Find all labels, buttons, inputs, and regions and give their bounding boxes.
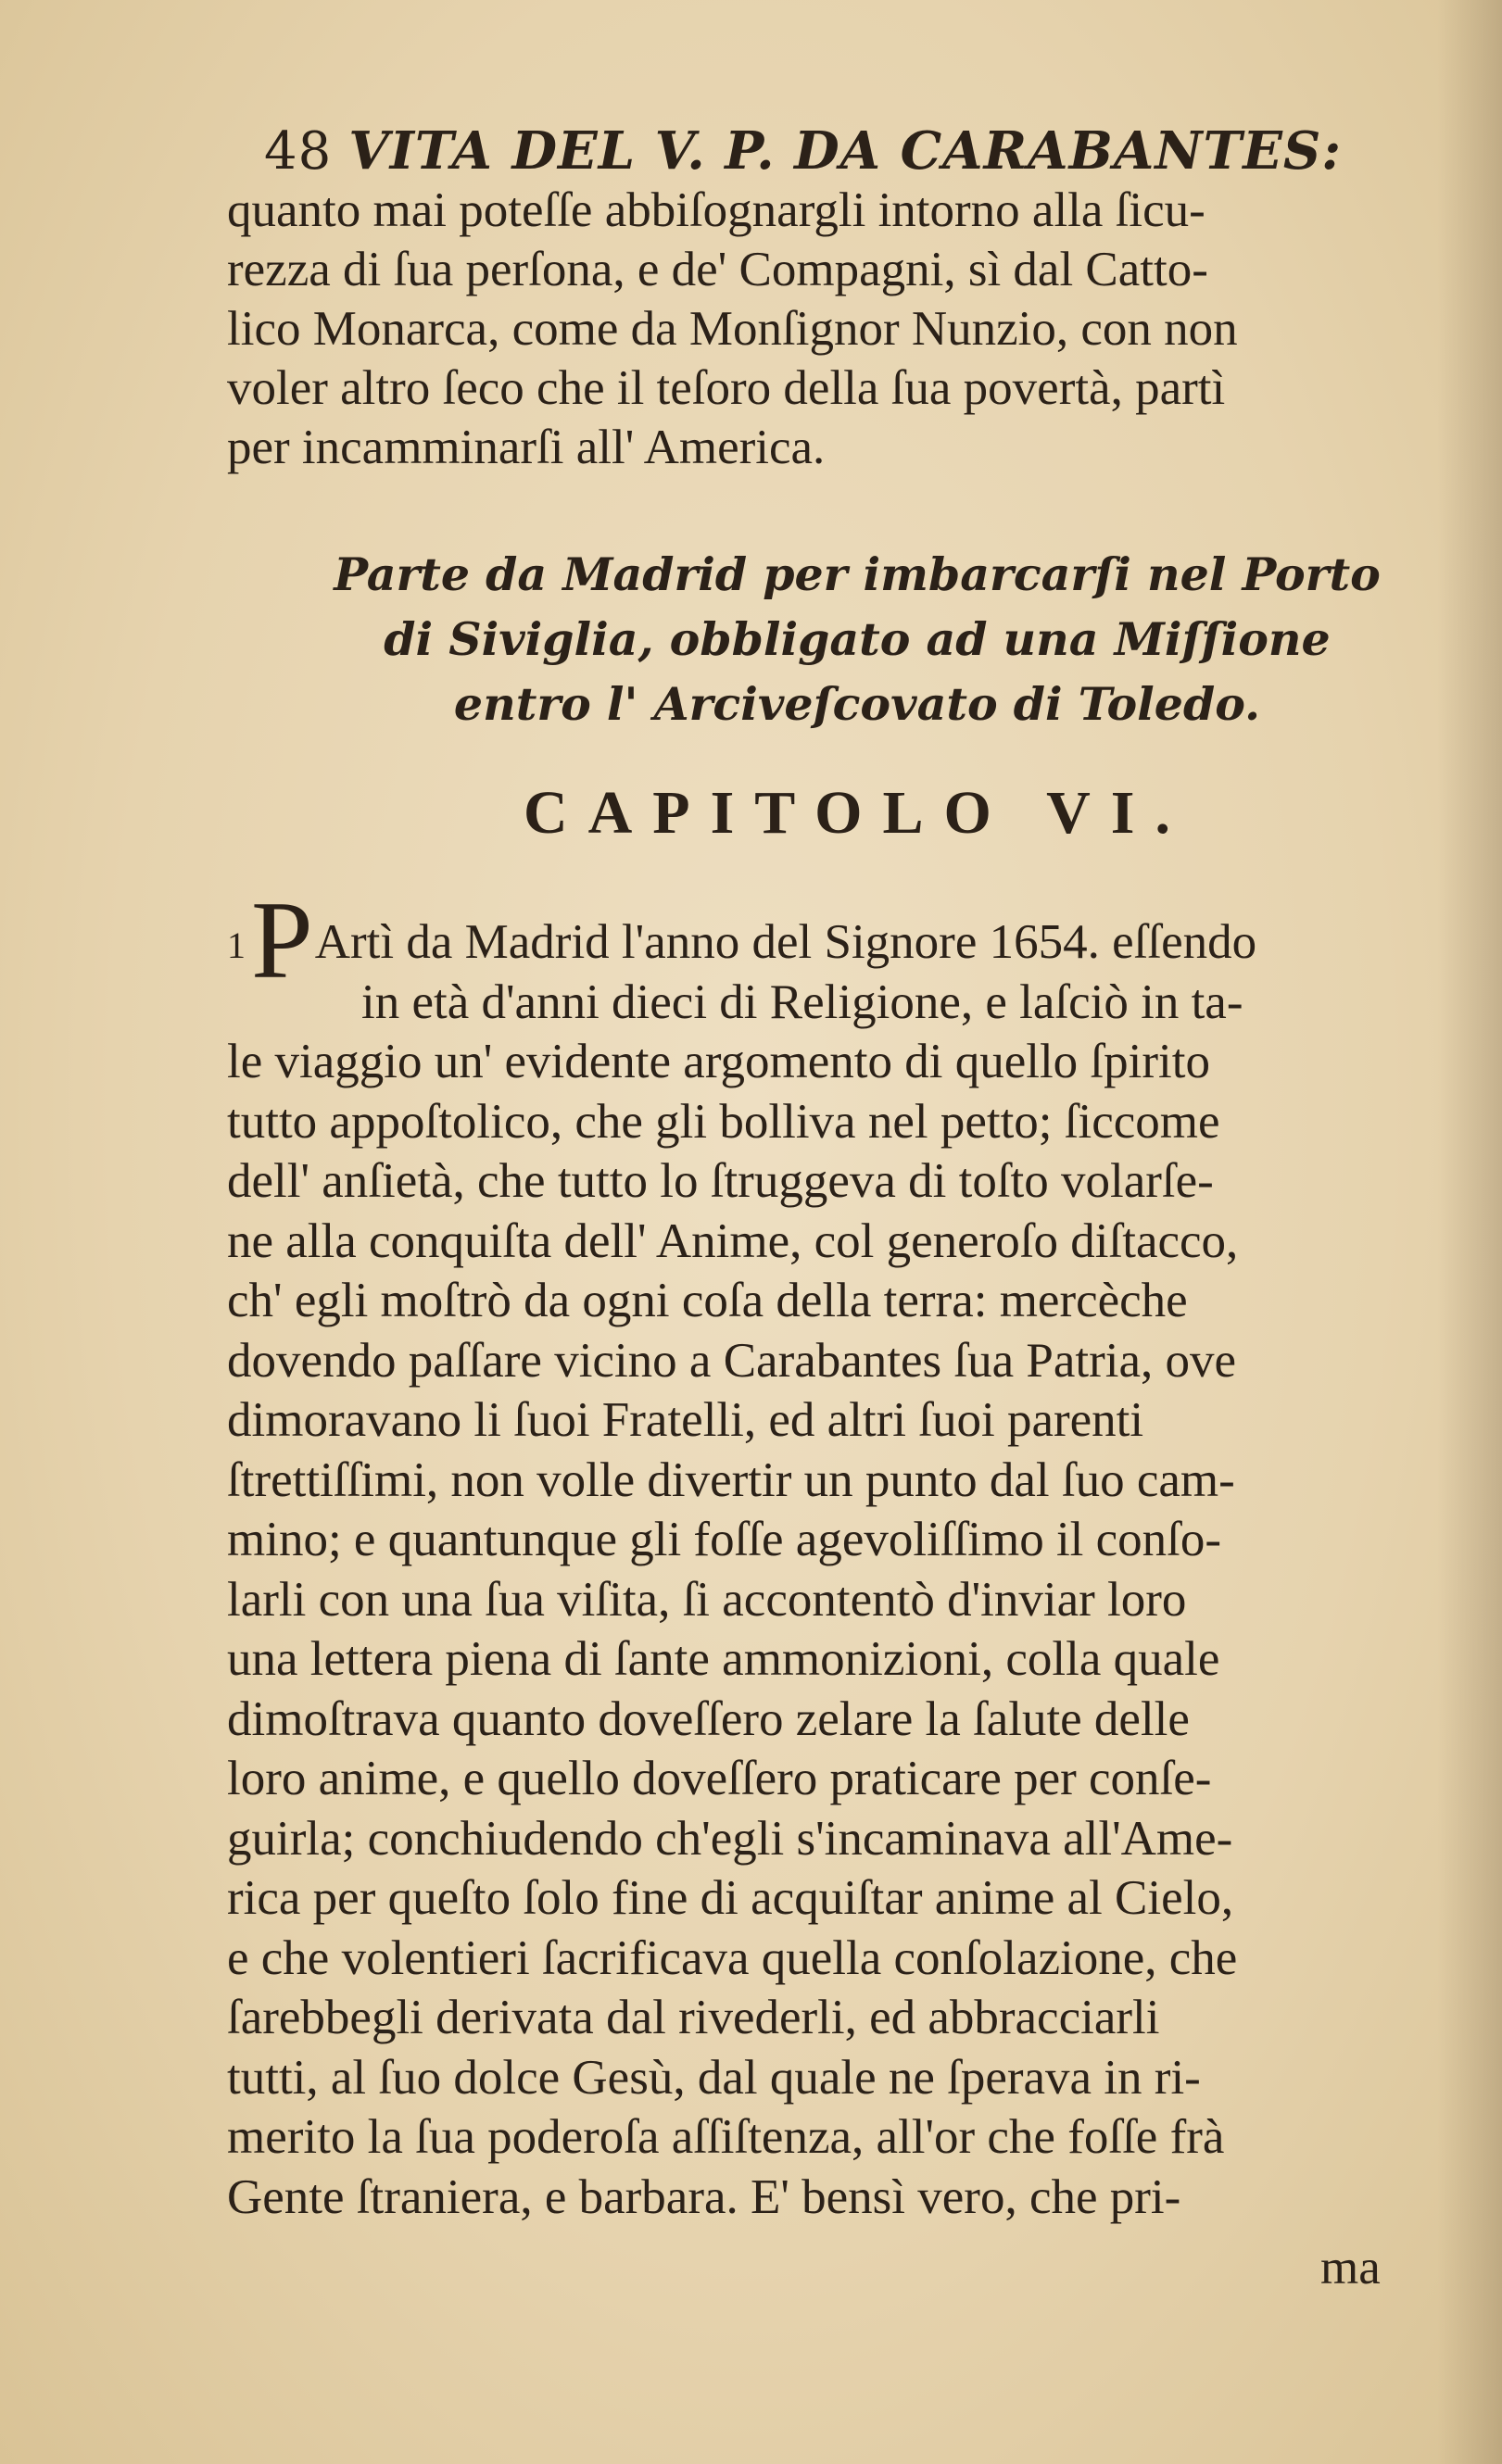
text-line: tutti, al ſuo dolce Gesù, dal quale ne ſperava in ri- (227, 2050, 1201, 2105)
text-line: rezza di ſua perſona, e de' Compagni, sì dal Catto- (227, 243, 1208, 296)
text-line: una lettera piena di ſante ammonizioni, colla quale (227, 1632, 1220, 1686)
text-line: in età d'anni dieci di Religione, e laſciò in ta- (361, 974, 1243, 1029)
text-line: guirla; conchiudendo ch'egli s'incaminava all'Ame- (227, 1811, 1233, 1866)
text-line: Gente ſtraniera, e barbara. E' bensì vero, che pri- (227, 2169, 1181, 2224)
text-line: ſtrettiſſimi, non volle divertir un punto dal ſuo cam- (227, 1452, 1235, 1507)
running-title: VITA DEL V. P. DA CARABANTES: (348, 120, 1343, 182)
text-line: dimoravano li ſuoi Fratelli, ed altri ſuoi parenti (227, 1393, 1144, 1447)
text-line: voler altro ſeco che il teſoro della ſua povertà, partì (227, 361, 1226, 415)
chapter-body (227, 878, 1487, 2227)
text-line-content: Artì da Madrid l'anno del Signore 1654. eſſendo (314, 915, 1257, 969)
continued-paragraph (227, 181, 1487, 477)
text-line: dimoſtrava quanto doveſſero zelare la ſalute delle (227, 1691, 1190, 1746)
text-line: lico Monarca, come da Monſignor Nunzio, con non (227, 302, 1238, 356)
text-line: le viaggio un' evidente argomento di quello ſpirito (227, 1035, 1210, 1088)
text-line: quanto mai poteſſe abbiſognargli intorno alla ſicu- (227, 183, 1205, 237)
text-line: ne alla conquiſta dell' Anime, col generoſo diſtacco, (227, 1213, 1239, 1268)
summary-line: Parte da Madrid per imbarcarſi nel Porto (334, 547, 1381, 601)
text-line: dovendo paſſare vicino a Carabantes ſua Patria, ove (227, 1333, 1237, 1388)
summary-line: entro l' Arciveſcovato di Toledo. (453, 677, 1261, 731)
catchword: ma (1320, 2241, 1381, 2294)
text-line: tutto appoſtolico, che gli bolliva nel petto; ſiccome (227, 1094, 1220, 1149)
running-head (264, 120, 1469, 182)
text-line: ch' egli moſtrò da ogni coſa della terra: mercèche (227, 1274, 1188, 1327)
text-line: dell' anſietà, che tutto lo ſtruggeva di toſto volarſe- (227, 1154, 1214, 1208)
text-line: per incamminarſi all' America. (227, 421, 826, 474)
chapter-title: CAPITOLO VI. (523, 779, 1191, 847)
text-line: rica per queſto ſolo fine di acquiſtar anime al Cielo, (227, 1871, 1234, 1925)
text-line: mino; e quantunque gli foſſe agevoliſſimo il conſo- (227, 1513, 1222, 1566)
text-line: merito la ſua poderoſa aſſiſtenza, all'or che foſſe frà (227, 2110, 1225, 2164)
text-line: loro anime, e quello doveſſero praticare per conſe- (227, 1752, 1212, 1805)
text-line: ſarebbegli derivata dal rivederli, ed abbracciarli (227, 1991, 1160, 2044)
text-line: e che volentieri ſacrificava quella conſolazione, che (227, 1930, 1238, 1985)
text-line (227, 878, 1487, 1001)
page-number: 48 (264, 121, 333, 182)
summary-line: di Siviglia, obbligato ad una Miſſione (384, 612, 1331, 666)
chapter-summary (232, 542, 1483, 736)
paragraph-marker: 1 (227, 924, 246, 966)
drop-cap: P (251, 878, 313, 1001)
text-line: larli con una ſua viſita, ſi accontentò d'inviar loro (227, 1572, 1187, 1627)
